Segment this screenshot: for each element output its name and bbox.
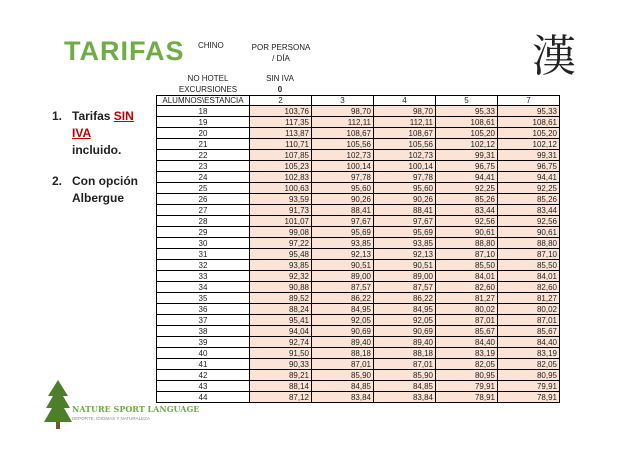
price-cell: 87,01 — [312, 359, 374, 370]
price-cell: 105,23 — [250, 161, 312, 172]
price-cell: 95,33 — [436, 106, 498, 117]
price-cell: 98,70 — [374, 106, 436, 117]
price-cell: 85,90 — [374, 370, 436, 381]
price-cell: 92,56 — [436, 216, 498, 227]
note-item — [52, 173, 142, 207]
price-cell: 88,41 — [312, 205, 374, 216]
logo-name: NATURE SPORT LANGUAGE — [72, 404, 200, 414]
students-cell: 32 — [157, 260, 250, 271]
header-chino: CHINO — [198, 41, 224, 50]
price-cell: 99,31 — [498, 150, 560, 161]
students-cell: 23 — [157, 161, 250, 172]
price-cell: 100,14 — [374, 161, 436, 172]
price-cell: 90,88 — [250, 282, 312, 293]
price-cell: 89,40 — [312, 337, 374, 348]
column-header: 3 — [312, 96, 374, 106]
note-text-a: Tarifas — [72, 109, 114, 123]
students-cell: 22 — [157, 150, 250, 161]
price-cell: 87,10 — [436, 249, 498, 260]
price-cell: 89,40 — [374, 337, 436, 348]
price-cell: 108,61 — [498, 117, 560, 128]
column-header: 5 — [436, 96, 498, 106]
price-cell: 90,51 — [312, 260, 374, 271]
table-row — [157, 238, 560, 249]
price-cell: 88,80 — [498, 238, 560, 249]
table-row — [157, 194, 560, 205]
price-cell: 83,44 — [498, 205, 560, 216]
students-cell: 44 — [157, 392, 250, 403]
price-cell: 90,33 — [250, 359, 312, 370]
price-cell: 93,85 — [374, 238, 436, 249]
price-cell: 94,04 — [250, 326, 312, 337]
price-cell: 82,60 — [436, 282, 498, 293]
price-cell: 80,95 — [498, 370, 560, 381]
students-cell: 26 — [157, 194, 250, 205]
table-row — [157, 370, 560, 381]
students-cell: 33 — [157, 271, 250, 282]
table-row — [157, 227, 560, 238]
column-header: 7 — [498, 96, 560, 106]
students-cell: 37 — [157, 315, 250, 326]
price-cell: 101,07 — [250, 216, 312, 227]
price-cell: 85,67 — [498, 326, 560, 337]
price-cell: 102,73 — [312, 150, 374, 161]
students-cell: 31 — [157, 249, 250, 260]
price-cell: 89,21 — [250, 370, 312, 381]
price-cell: 98,70 — [312, 106, 374, 117]
price-cell: 84,85 — [312, 381, 374, 392]
price-cell: 84,01 — [436, 271, 498, 282]
price-cell: 95,60 — [312, 183, 374, 194]
header-por-persona: POR PERSONA / DÍA — [251, 43, 311, 63]
table-row — [157, 139, 560, 150]
price-cell: 90,26 — [374, 194, 436, 205]
price-cell: 89,52 — [250, 293, 312, 304]
price-cell: 83,19 — [436, 348, 498, 359]
table-header-row — [157, 96, 560, 106]
note-text-b: incluido. — [72, 143, 122, 157]
price-cell: 87,01 — [436, 315, 498, 326]
table-row — [157, 205, 560, 216]
price-cell: 107,85 — [250, 150, 312, 161]
table-row — [157, 326, 560, 337]
students-cell: 21 — [157, 139, 250, 150]
table-row — [157, 392, 560, 403]
table-row — [157, 348, 560, 359]
price-cell: 94,41 — [436, 172, 498, 183]
price-cell: 88,18 — [312, 348, 374, 359]
price-cell: 102,83 — [250, 172, 312, 183]
price-cell: 92,25 — [498, 183, 560, 194]
table-corner-header: ALUMNOS\ESTANCIA — [157, 96, 250, 106]
price-cell: 83,19 — [498, 348, 560, 359]
price-cell: 93,59 — [250, 194, 312, 205]
price-cell: 88,41 — [374, 205, 436, 216]
students-cell: 42 — [157, 370, 250, 381]
price-cell: 102,12 — [498, 139, 560, 150]
price-cell: 85,90 — [312, 370, 374, 381]
price-cell: 95,69 — [374, 227, 436, 238]
price-cell: 93,85 — [312, 238, 374, 249]
table-row — [157, 359, 560, 370]
price-cell: 84,40 — [436, 337, 498, 348]
tariff-table — [156, 95, 560, 403]
header-sin-iva: SIN IVA — [266, 74, 294, 83]
page-title: TARIFAS — [64, 36, 185, 66]
notes-list — [52, 108, 142, 221]
price-cell: 90,61 — [436, 227, 498, 238]
price-cell: 112,11 — [374, 117, 436, 128]
table-row — [157, 293, 560, 304]
table-row — [157, 117, 560, 128]
table-row — [157, 337, 560, 348]
table-row — [157, 271, 560, 282]
table-body — [157, 106, 560, 403]
price-cell: 103,76 — [250, 106, 312, 117]
header-no-hotel: NO HOTEL — [187, 74, 229, 83]
price-cell: 92,05 — [312, 315, 374, 326]
students-cell: 40 — [157, 348, 250, 359]
price-cell: 84,85 — [374, 381, 436, 392]
students-cell: 19 — [157, 117, 250, 128]
price-cell: 87,01 — [498, 315, 560, 326]
price-cell: 97,78 — [312, 172, 374, 183]
price-cell: 105,56 — [312, 139, 374, 150]
note-number: 1. — [52, 109, 63, 123]
price-cell: 82,05 — [436, 359, 498, 370]
table-row — [157, 150, 560, 161]
price-cell: 92,25 — [436, 183, 498, 194]
students-cell: 18 — [157, 106, 250, 117]
header-sin-iva-value: 0 — [277, 85, 283, 94]
price-cell: 82,05 — [498, 359, 560, 370]
price-cell: 92,13 — [312, 249, 374, 260]
note-text: Con opción Albergue — [72, 174, 138, 205]
price-cell: 82,60 — [498, 282, 560, 293]
price-cell: 85,67 — [436, 326, 498, 337]
price-cell: 110,71 — [250, 139, 312, 150]
price-cell: 95,69 — [312, 227, 374, 238]
price-cell: 84,40 — [498, 337, 560, 348]
price-cell: 97,78 — [374, 172, 436, 183]
table-row — [157, 172, 560, 183]
price-cell: 108,61 — [436, 117, 498, 128]
price-cell: 92,05 — [374, 315, 436, 326]
students-cell: 28 — [157, 216, 250, 227]
price-cell: 79,91 — [498, 381, 560, 392]
price-cell: 91,73 — [250, 205, 312, 216]
price-cell: 108,67 — [374, 128, 436, 139]
note-item — [52, 108, 142, 159]
price-cell: 105,56 — [374, 139, 436, 150]
price-cell: 100,63 — [250, 183, 312, 194]
table-row — [157, 381, 560, 392]
price-cell: 85,50 — [498, 260, 560, 271]
price-cell: 86,22 — [374, 293, 436, 304]
price-cell: 87,01 — [374, 359, 436, 370]
price-cell: 95,41 — [250, 315, 312, 326]
students-cell: 35 — [157, 293, 250, 304]
logo-tagline: DEPORTE, IDIOMAS Y NATURALEZA — [72, 416, 150, 421]
price-cell: 92,13 — [374, 249, 436, 260]
price-cell: 113,87 — [250, 128, 312, 139]
note-text-highlight: SIN IVA — [72, 109, 134, 140]
price-cell: 92,56 — [498, 216, 560, 227]
price-cell: 89,00 — [312, 271, 374, 282]
price-cell: 97,67 — [374, 216, 436, 227]
price-cell: 95,33 — [498, 106, 560, 117]
table-row — [157, 282, 560, 293]
price-cell: 87,57 — [312, 282, 374, 293]
price-cell: 90,69 — [312, 326, 374, 337]
price-cell: 83,84 — [312, 392, 374, 403]
price-cell: 102,73 — [374, 150, 436, 161]
price-cell: 83,84 — [374, 392, 436, 403]
price-cell: 95,48 — [250, 249, 312, 260]
students-cell: 20 — [157, 128, 250, 139]
price-cell: 94,41 — [498, 172, 560, 183]
price-cell: 88,24 — [250, 304, 312, 315]
students-cell: 27 — [157, 205, 250, 216]
price-cell: 90,26 — [312, 194, 374, 205]
price-cell: 92,74 — [250, 337, 312, 348]
price-cell: 83,44 — [436, 205, 498, 216]
students-cell: 36 — [157, 304, 250, 315]
price-cell: 79,91 — [436, 381, 498, 392]
price-cell: 90,51 — [374, 260, 436, 271]
price-cell: 85,26 — [498, 194, 560, 205]
note-text — [72, 108, 142, 159]
price-cell: 80,95 — [436, 370, 498, 381]
price-cell: 88,80 — [436, 238, 498, 249]
students-cell: 24 — [157, 172, 250, 183]
price-cell: 97,67 — [312, 216, 374, 227]
table-row — [157, 128, 560, 139]
price-cell: 85,26 — [436, 194, 498, 205]
price-cell: 95,60 — [374, 183, 436, 194]
table-row — [157, 260, 560, 271]
price-cell: 112,11 — [312, 117, 374, 128]
price-cell: 105,20 — [436, 128, 498, 139]
table-row — [157, 249, 560, 260]
price-cell: 99,31 — [436, 150, 498, 161]
price-cell: 91,50 — [250, 348, 312, 359]
price-cell: 99,08 — [250, 227, 312, 238]
price-cell: 85,50 — [436, 260, 498, 271]
students-cell: 41 — [157, 359, 250, 370]
price-cell: 92,32 — [250, 271, 312, 282]
price-cell: 105,20 — [498, 128, 560, 139]
students-cell: 39 — [157, 337, 250, 348]
price-cell: 108,67 — [312, 128, 374, 139]
students-cell: 38 — [157, 326, 250, 337]
table-row — [157, 216, 560, 227]
table-row — [157, 161, 560, 172]
column-header: 2 — [250, 96, 312, 106]
price-cell: 78,91 — [436, 392, 498, 403]
price-cell: 84,01 — [498, 271, 560, 282]
price-cell: 80,02 — [436, 304, 498, 315]
table-row — [157, 183, 560, 194]
students-cell: 30 — [157, 238, 250, 249]
price-cell: 87,12 — [250, 392, 312, 403]
price-cell: 80,02 — [498, 304, 560, 315]
price-cell: 102,12 — [436, 139, 498, 150]
students-cell: 34 — [157, 282, 250, 293]
price-cell: 90,61 — [498, 227, 560, 238]
column-header: 4 — [374, 96, 436, 106]
header-excursiones: EXCURSIONES — [178, 85, 238, 94]
price-cell: 96,75 — [436, 161, 498, 172]
price-cell: 100,14 — [312, 161, 374, 172]
price-cell: 84,95 — [312, 304, 374, 315]
price-cell: 81,27 — [436, 293, 498, 304]
table-row — [157, 106, 560, 117]
price-cell: 117,35 — [250, 117, 312, 128]
price-cell: 86,22 — [312, 293, 374, 304]
price-cell: 97,22 — [250, 238, 312, 249]
price-cell: 88,18 — [374, 348, 436, 359]
price-cell: 88,14 — [250, 381, 312, 392]
price-cell: 78,91 — [498, 392, 560, 403]
table-row — [157, 304, 560, 315]
price-cell: 87,10 — [498, 249, 560, 260]
price-cell: 90,69 — [374, 326, 436, 337]
price-cell: 87,57 — [374, 282, 436, 293]
students-cell: 29 — [157, 227, 250, 238]
chinese-character: 漢 — [532, 31, 576, 82]
price-cell: 93,85 — [250, 260, 312, 271]
students-cell: 43 — [157, 381, 250, 392]
price-cell: 84,95 — [374, 304, 436, 315]
price-cell: 81,27 — [498, 293, 560, 304]
table-row — [157, 315, 560, 326]
note-number: 2. — [52, 174, 63, 188]
students-cell: 25 — [157, 183, 250, 194]
price-cell: 96,75 — [498, 161, 560, 172]
price-cell: 89,00 — [374, 271, 436, 282]
